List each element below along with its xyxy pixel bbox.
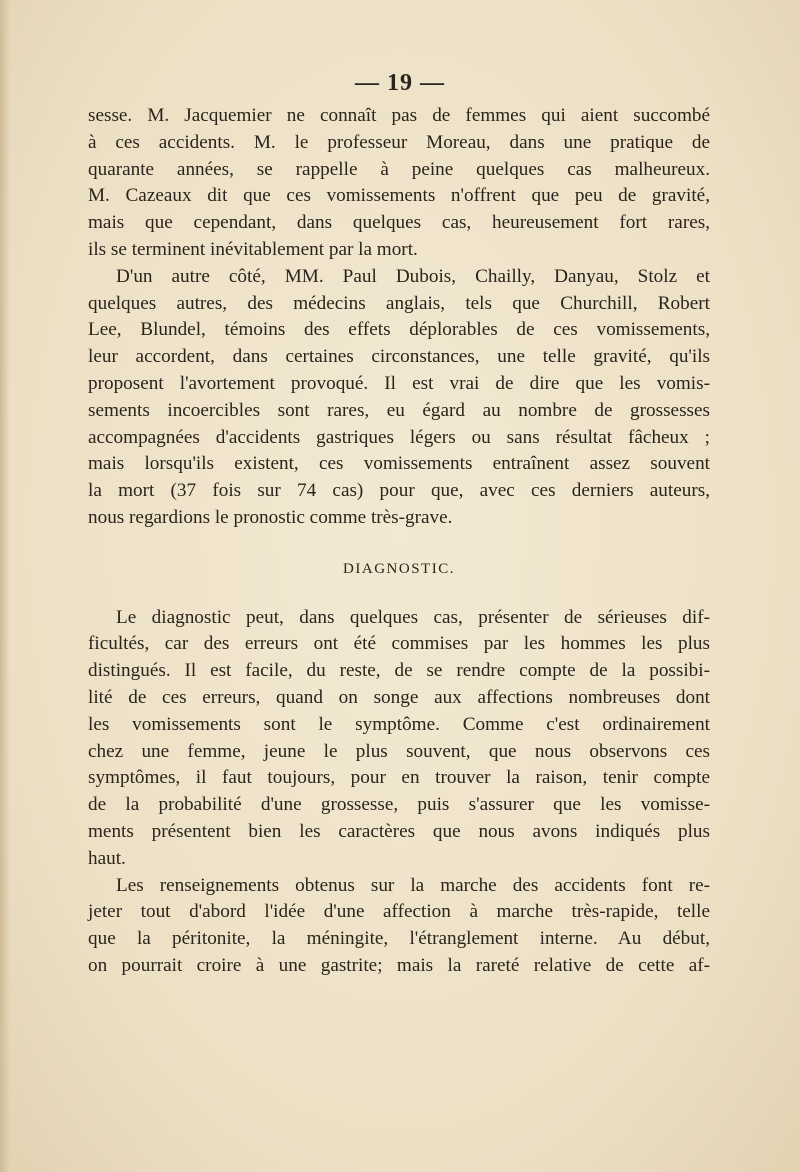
text-line: ficultés, car des erreurs ont été commises par les hommes les plus bbox=[88, 633, 710, 655]
text-line: lité de ces erreurs, quand on songe aux affections nombreuses dont bbox=[88, 686, 710, 708]
text-line: ils se terminent inévitablement par la mort. bbox=[88, 238, 418, 260]
text-line: quelques autres, des médecins anglais, tels que Churchill, Robert bbox=[88, 292, 710, 314]
text-line: sesse. M. Jacquemier ne connaît pas de femmes qui aient succombé bbox=[88, 105, 710, 126]
text-line: à ces accidents. M. le professeur Moreau, dans une pratique de bbox=[88, 131, 710, 153]
text-line: quarante années, se rappelle à peine quelques cas malheureux. bbox=[88, 158, 710, 180]
text-line: symptômes, il faut toujours, pour en trouver la raison, tenir compte bbox=[88, 767, 710, 789]
text-line: mais que cependant, dans quelques cas, heureusement fort rares, bbox=[88, 212, 710, 234]
section-title: DIAGNOSTIC. bbox=[343, 560, 455, 577]
text-line: nous regardions le pronostic comme très-grave. bbox=[88, 506, 453, 528]
body-text bbox=[88, 103, 710, 980]
text-line: Lee, Blundel, témoins des effets déplorables de ces vomissements, bbox=[88, 319, 710, 341]
text-line: mais lorsqu'ils existent, ces vomissements entraînent assez souvent bbox=[88, 453, 710, 475]
paragraph-2 bbox=[88, 264, 710, 532]
paragraph-1 bbox=[88, 103, 710, 264]
text-line: de la probabilité d'une grossesse, puis s'assurer que les vomisse- bbox=[88, 794, 710, 816]
text-line: chez une femme, jeune le plus souvent, que nous observons ces bbox=[88, 740, 710, 762]
text-line: leur accordent, dans certaines circonstances, une telle gravité, qu'ils bbox=[88, 346, 710, 368]
paragraph-3 bbox=[88, 605, 710, 873]
text-line: sements incoercibles sont rares, eu égard au nombre de grossesses bbox=[88, 399, 710, 421]
text-line: la mort (37 fois sur 74 cas) pour que, avec ces derniers auteurs, bbox=[88, 480, 710, 502]
text-line: haut. bbox=[88, 847, 126, 869]
text-line: proposent l'avortement provoqué. Il est vrai de dire que les vomis- bbox=[88, 372, 710, 394]
paragraph-4 bbox=[88, 873, 710, 980]
text-line: M. Cazeaux dit que ces vomissements n'offrent que peu de gravité, bbox=[88, 185, 710, 207]
text-line: Les renseignements obtenus sur la marche des accidents font re- bbox=[116, 874, 710, 896]
text-line: distingués. Il est facile, du reste, de se rendre compte de la possibi- bbox=[88, 660, 710, 682]
text-line: jeter tout d'abord l'idée d'une affection à marche très-rapide, telle bbox=[88, 901, 710, 923]
text-line: on pourrait croire à une gastrite; mais la rareté relative de cette af- bbox=[88, 954, 710, 976]
text-line: ments présentent bien les caractères que nous avons indiqués plus bbox=[88, 820, 710, 842]
text-line: que la péritonite, la méningite, l'étranglement interne. Au début, bbox=[88, 928, 710, 950]
text-line: D'un autre côté, MM. Paul Dubois, Chailly, Danyau, Stolz et bbox=[116, 265, 710, 287]
text-line: les vomissements sont le symptôme. Comme c'est ordinairement bbox=[88, 713, 710, 735]
text-line: Le diagnostic peut, dans quelques cas, présenter de sérieuses dif- bbox=[116, 606, 710, 628]
text-line: accompagnées d'accidents gastriques légers ou sans résultat fâcheux ; bbox=[88, 426, 710, 448]
page-gutter bbox=[0, 0, 10, 1172]
page-number: — 19 — bbox=[355, 70, 445, 96]
